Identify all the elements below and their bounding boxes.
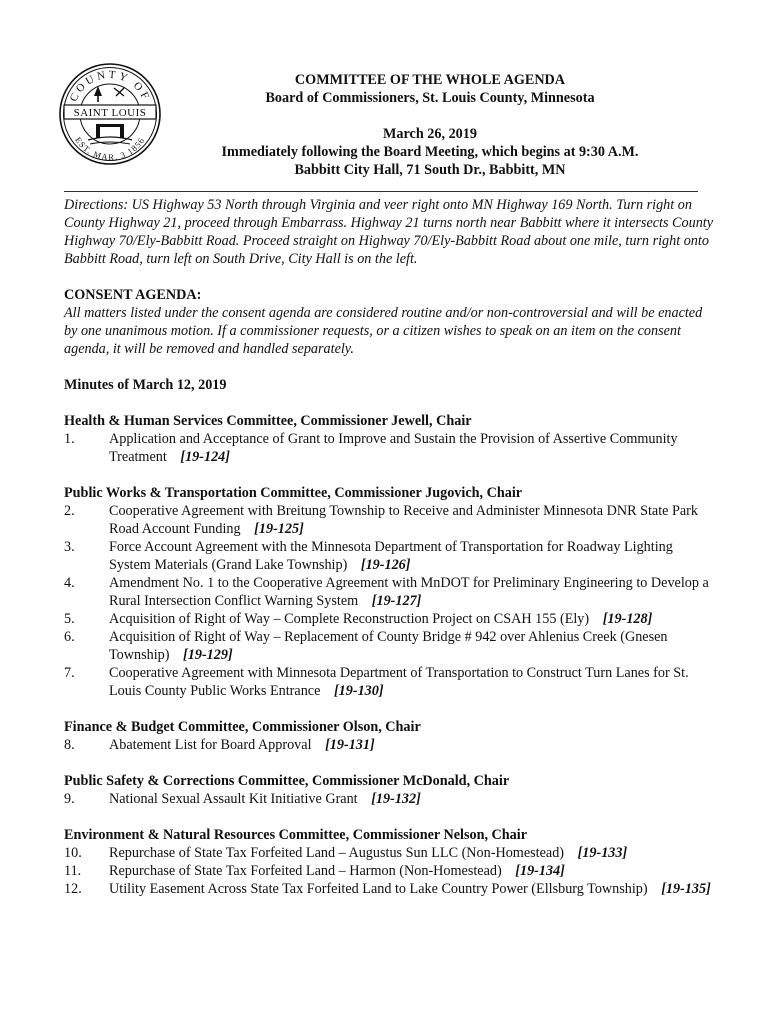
- agenda-item-reference: [19-129]: [183, 647, 233, 663]
- meeting-date: March 26, 2019: [383, 126, 477, 142]
- agenda-item-number: 7.: [64, 665, 75, 681]
- agenda-item-text-wrap: [109, 790, 714, 808]
- agenda-item: [64, 610, 714, 628]
- agenda-item-text: Application and Acceptance of Grant to Improve and Sustain the Provision of Assertive Community Treatment: [109, 431, 678, 465]
- agenda-item-text: Abatement List for Board Approval: [109, 737, 312, 753]
- directions-text: Directions: US Highway 53 North through Virginia and veer right onto MN Highway 169 North. Turn right on County Highway 21, proceed through Embarrass. Highway 21 turns north near Babbitt where it intersects County Highway 70/Ely-Babbitt Road. Proceed straight on Highway 70/Ely-Babbitt Road about one mile, turn right onto Babbitt Road, turn left on South Drive, City Hall is on the left.: [64, 197, 714, 267]
- committee-section: [64, 718, 714, 754]
- county-seal-logo: [58, 62, 162, 166]
- svg-text:COUNTY OF: COUNTY OF: [67, 68, 153, 104]
- agenda-item-text: Repurchase of State Tax Forfeited Land – Augustus Sun LLC (Non-Homestead): [109, 845, 565, 861]
- agenda-item-number: 12.: [64, 881, 82, 897]
- agenda-header: [170, 71, 690, 179]
- agenda-item-reference: [19-134]: [515, 863, 565, 879]
- agenda-item-text-wrap: [109, 538, 714, 574]
- meeting-location: Babbitt City Hall, 71 South Dr., Babbitt, MN: [294, 162, 566, 178]
- agenda-item-text-wrap: [109, 862, 714, 880]
- agenda-item-number: 6.: [64, 629, 75, 645]
- agenda-item: [64, 790, 714, 808]
- agenda-item-text-wrap: [109, 880, 714, 898]
- agenda-item-reference: [19-133]: [577, 845, 628, 861]
- agenda-item-reference: [19-131]: [325, 737, 375, 753]
- agenda-item-reference: [19-126]: [360, 557, 411, 573]
- agenda-item-text-wrap: [109, 430, 714, 466]
- agenda-item-text: Acquisition of Right of Way – Replacement of County Bridge # 942 over Ahlenius Creek (Gnesen Township): [109, 629, 668, 663]
- section-spacer: [64, 700, 714, 718]
- agenda-item: [64, 880, 714, 898]
- agenda-item-text-wrap: [109, 628, 714, 664]
- agenda-item-number: 1.: [64, 431, 75, 447]
- agenda-item-reference: [19-135]: [661, 881, 711, 897]
- minutes-item: Minutes of March 12, 2019: [64, 377, 227, 393]
- agenda-item-text: Amendment No. 1 to the Cooperative Agreement with MnDOT for Preliminary Engineering to Develop a Rural Intersection Conflict Warning System: [109, 575, 709, 609]
- agenda-item-text: National Sexual Assault Kit Initiative Grant: [109, 791, 358, 807]
- agenda-item-text-wrap: [109, 502, 714, 538]
- committee-heading: Public Works & Transportation Committee, Commissioner Jugovich, Chair: [64, 485, 523, 501]
- agenda-item: [64, 664, 714, 700]
- consent-agenda-heading: CONSENT AGENDA:: [64, 287, 202, 303]
- section-spacer: [64, 466, 714, 484]
- committee-heading: Finance & Budget Committee, Commissioner Olson, Chair: [64, 719, 421, 735]
- agenda-title: COMMITTEE OF THE WHOLE AGENDA: [294, 72, 566, 88]
- agenda-item-reference: [19-124]: [180, 449, 230, 465]
- agenda-item-number: 9.: [64, 791, 75, 807]
- agenda-item-reference: [19-127]: [371, 593, 422, 609]
- agenda-item-text: Acquisition of Right of Way – Complete Reconstruction Project on CSAH 155 (Ely): [109, 611, 590, 627]
- agenda-item: [64, 430, 714, 466]
- agenda-item: [64, 574, 714, 610]
- agenda-item: [64, 502, 714, 538]
- agenda-item: [64, 844, 714, 862]
- agenda-item: [64, 538, 714, 574]
- agenda-item-text-wrap: [109, 664, 714, 700]
- agenda-item-number: 8.: [64, 737, 75, 753]
- svg-text:SAINT LOUIS: SAINT LOUIS: [73, 107, 147, 119]
- agenda-item: [64, 862, 714, 880]
- agenda-item-reference: [19-132]: [371, 791, 421, 807]
- agenda-item-text: Cooperative Agreement with Minnesota Department of Transportation to Construct Turn Lanes for St. Louis County Public Works Entrance: [109, 665, 689, 699]
- agenda-item-text: Cooperative Agreement with Breitung Township to Receive and Administer Minnesota DNR State Park Road Account Funding: [109, 503, 699, 537]
- agenda-item-number: 5.: [64, 611, 75, 627]
- agenda-body: [64, 196, 714, 898]
- agenda-item-number: 10.: [64, 845, 82, 861]
- agenda-item: [64, 736, 714, 754]
- section-spacer: [64, 754, 714, 772]
- agenda-item-text-wrap: [109, 610, 714, 628]
- agenda-item-reference: [19-130]: [333, 683, 384, 699]
- board-name: Board of Commissioners, St. Louis County, Minnesota: [265, 90, 595, 106]
- agenda-item-number: 2.: [64, 503, 75, 519]
- header-divider: [64, 191, 698, 192]
- agenda-item-text: Force Account Agreement with the Minnesota Department of Transportation for Roadway Lighting System Materials (Grand Lake Township): [109, 539, 673, 573]
- committee-heading: Public Safety & Corrections Committee, Commissioner McDonald, Chair: [64, 773, 510, 789]
- agenda-item-text-wrap: [109, 574, 714, 610]
- committee-section: [64, 826, 714, 898]
- agenda-item-text-wrap: [109, 844, 714, 862]
- section-spacer: [64, 808, 714, 826]
- svg-text:EST. MAR. 3 1856: EST. MAR. 3 1856: [73, 135, 147, 163]
- committee-list: [64, 412, 714, 898]
- agenda-item-text: Utility Easement Across State Tax Forfeited Land to Lake Country Power (Ellsburg Township): [109, 881, 648, 897]
- agenda-item-text-wrap: [109, 736, 714, 754]
- committee-heading: Environment & Natural Resources Committee, Commissioner Nelson, Chair: [64, 827, 528, 843]
- agenda-item-number: 4.: [64, 575, 75, 591]
- agenda-item-reference: [19-128]: [602, 611, 653, 627]
- committee-section: [64, 412, 714, 466]
- agenda-item: [64, 628, 714, 664]
- agenda-item-text: Repurchase of State Tax Forfeited Land – Harmon (Non-Homestead): [109, 863, 502, 879]
- consent-agenda-note: All matters listed under the consent agenda are considered routine and/or non-controversial and will be enacted by one unanimous motion. If a commissioner requests, or a citizen wishes to speak on an item on the consent agenda, it will be removed and handled separately.: [64, 305, 703, 357]
- meeting-timing: Immediately following the Board Meeting, which begins at 9:30 A.M.: [221, 144, 639, 160]
- agenda-item-number: 11.: [64, 863, 82, 879]
- agenda-item-number: 3.: [64, 539, 75, 555]
- committee-heading: Health & Human Services Committee, Commissioner Jewell, Chair: [64, 413, 472, 429]
- committee-section: [64, 772, 714, 808]
- committee-section: [64, 484, 714, 700]
- agenda-item-reference: [19-125]: [254, 521, 304, 537]
